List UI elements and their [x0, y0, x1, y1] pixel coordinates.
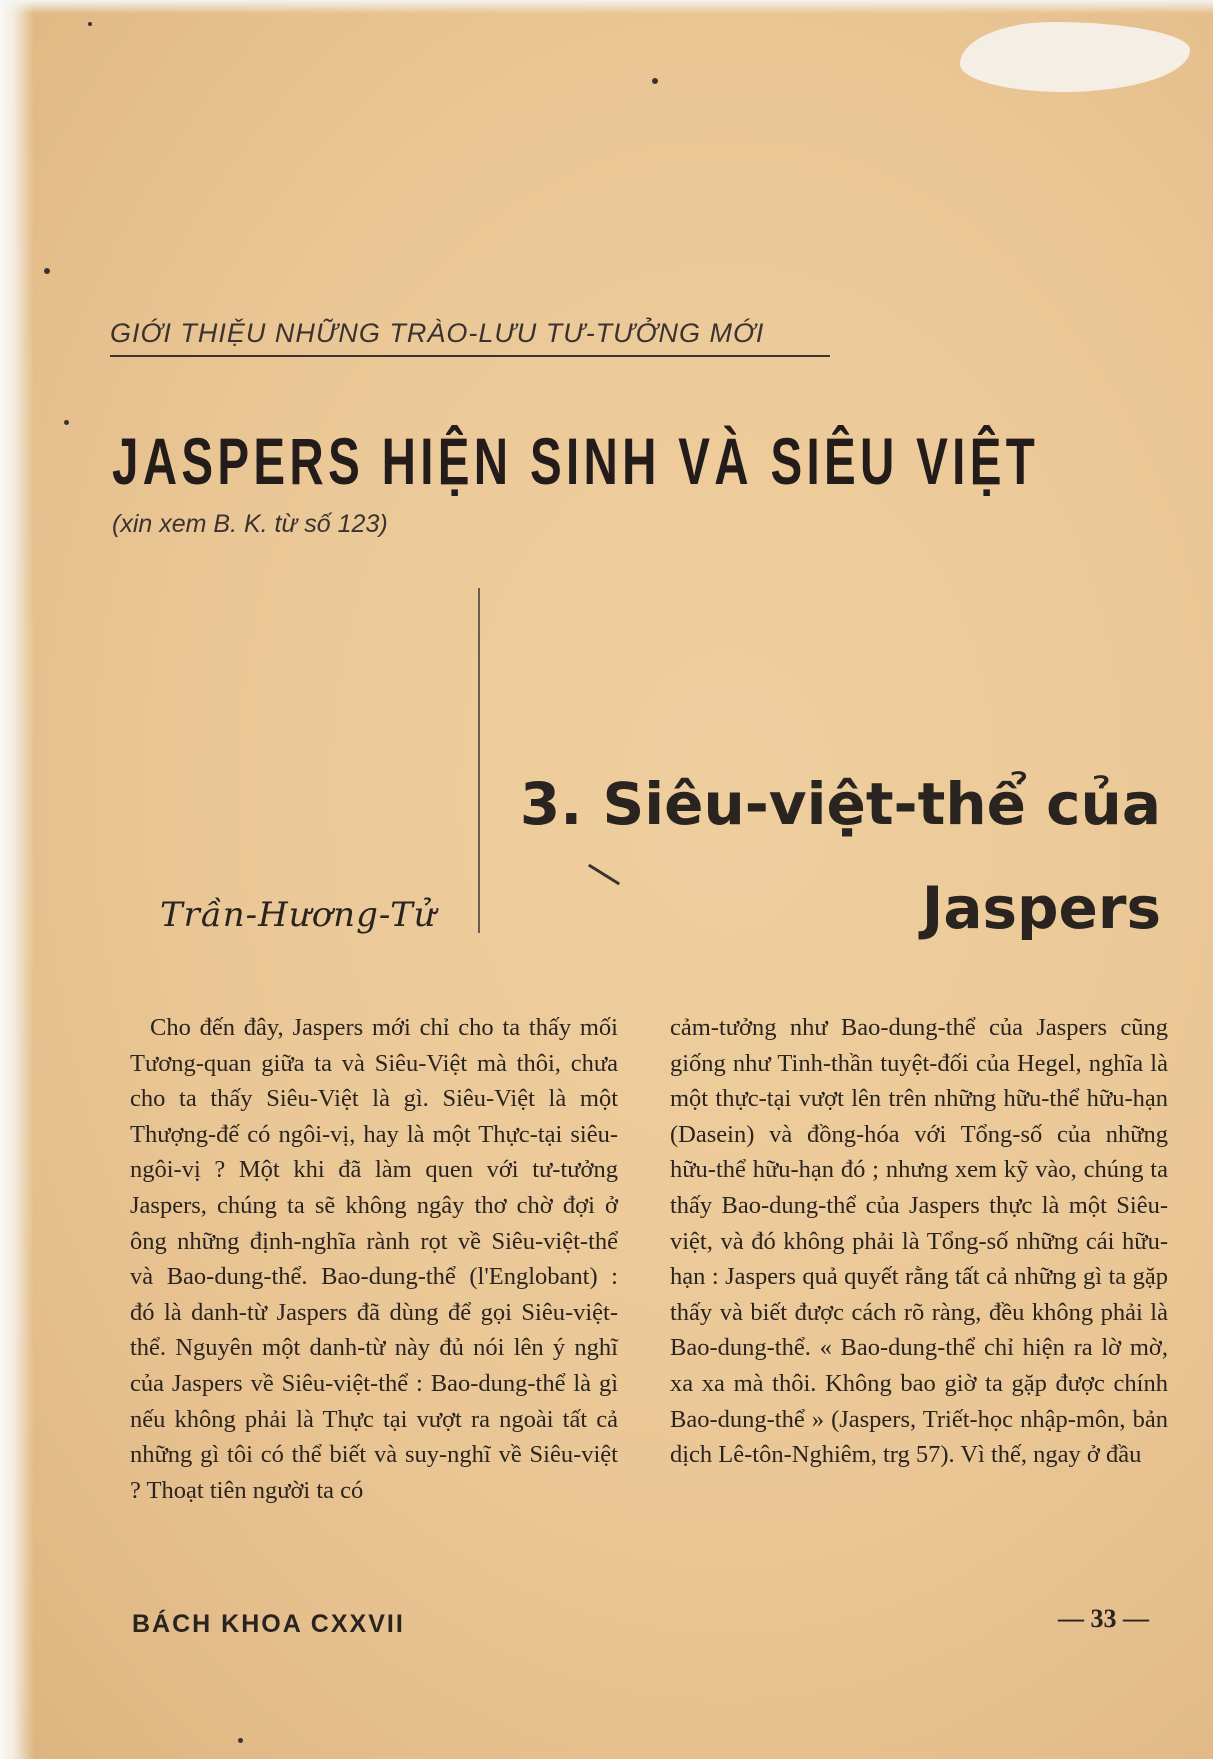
section-title — [520, 752, 1161, 960]
paper-speck — [238, 1738, 243, 1743]
see-reference-prefix: (xin xem — [112, 510, 207, 538]
see-reference — [112, 510, 388, 539]
paper-speck — [652, 78, 658, 84]
see-reference-ref: B. K. từ số 123) — [213, 510, 388, 538]
section-title-line2: Jaspers — [921, 874, 1161, 942]
torn-left-edge — [0, 0, 34, 1759]
series-heading: GIỚI THIỆU NHỮNG TRÀO-LƯU TƯ-TƯỞNG MỚI — [110, 318, 830, 357]
page-number: — 33 — — [1058, 1604, 1149, 1633]
body-column-right — [670, 1010, 1168, 1473]
torn-corner — [960, 22, 1190, 92]
paper-speck — [88, 22, 92, 26]
body-text-right: cảm-tưởng như Bao-dung-thể của Jaspers cũng giống như Tinh-thần tuyệt-đối của Hegel, nghĩa là một thực-tại vượt lên trên những hữu-thể hữu-hạn (Dasein) và đồng-hóa với Tổng-số của những hữu-thể hữu-hạn đó ; nhưng xem kỹ vào, chúng ta thấy Bao-dung-thể của Jaspers thực là một Siêu-việt, và đó không phải là Tổng-số những cái hữu-hạn : Jaspers quả quyết rằng tất cả những gì ta gặp thấy và biết được cách rõ ràng, đều không phải là Bao-dung-thể. « Bao-dung-thể chỉ hiện ra lờ mờ, xa xa mà thôi. Không bao giờ ta gặp được chính Bao-dung-thể » (Jaspers, Triết-học nhập-môn, bản dịch Lê-tôn-Nghiêm, trg 57). Vì thế, ngay ở đầu — [670, 1014, 1168, 1469]
paper-speck — [64, 420, 69, 425]
body-text-left: Cho đến đây, Jaspers mới chỉ cho ta thấy mối Tương-quan giữa ta và Siêu-Việt mà thôi, chưa cho ta thấy Siêu-Việt là gì. Siêu-Việt là một Thượng-đế có ngôi-vị, hay là một Thực-tại siêu-ngôi-vị ? Một khi đã làm quen với tư-tưởng Jaspers, chúng ta sẽ không ngây thơ chờ đợi ở ông những định-nghĩa rành rọt về Siêu-việt-thể và Bao-dung-thể. Bao-dung-thể (l'Englobant) : đó là danh-từ Jaspers đã dùng để gọi Siêu-việt-thể. Nguyên một danh-từ này đủ nói lên ý nghĩ của Jaspers về Siêu-việt-thể : Bao-dung-thể là gì nếu không phải là Thực tại vượt ra ngoài tất cả những gì tôi có thể biết và suy-nghĩ về Siêu-việt ? Thoạt tiên người ta có — [130, 1014, 618, 1504]
section-title-line1: 3. Siêu-việt-thể của — [519, 770, 1161, 838]
paper-speck — [44, 268, 50, 274]
article-headline: JASPERS HIỆN SINH VÀ SIÊU VIỆT — [112, 424, 1040, 498]
magazine-issue: BÁCH KHOA CXXVII — [132, 1610, 405, 1638]
author-signature: Trần-Hương-Tử — [160, 895, 437, 935]
vertical-divider — [478, 588, 480, 933]
body-column-left — [130, 1010, 618, 1508]
torn-top-edge — [0, 0, 1213, 14]
